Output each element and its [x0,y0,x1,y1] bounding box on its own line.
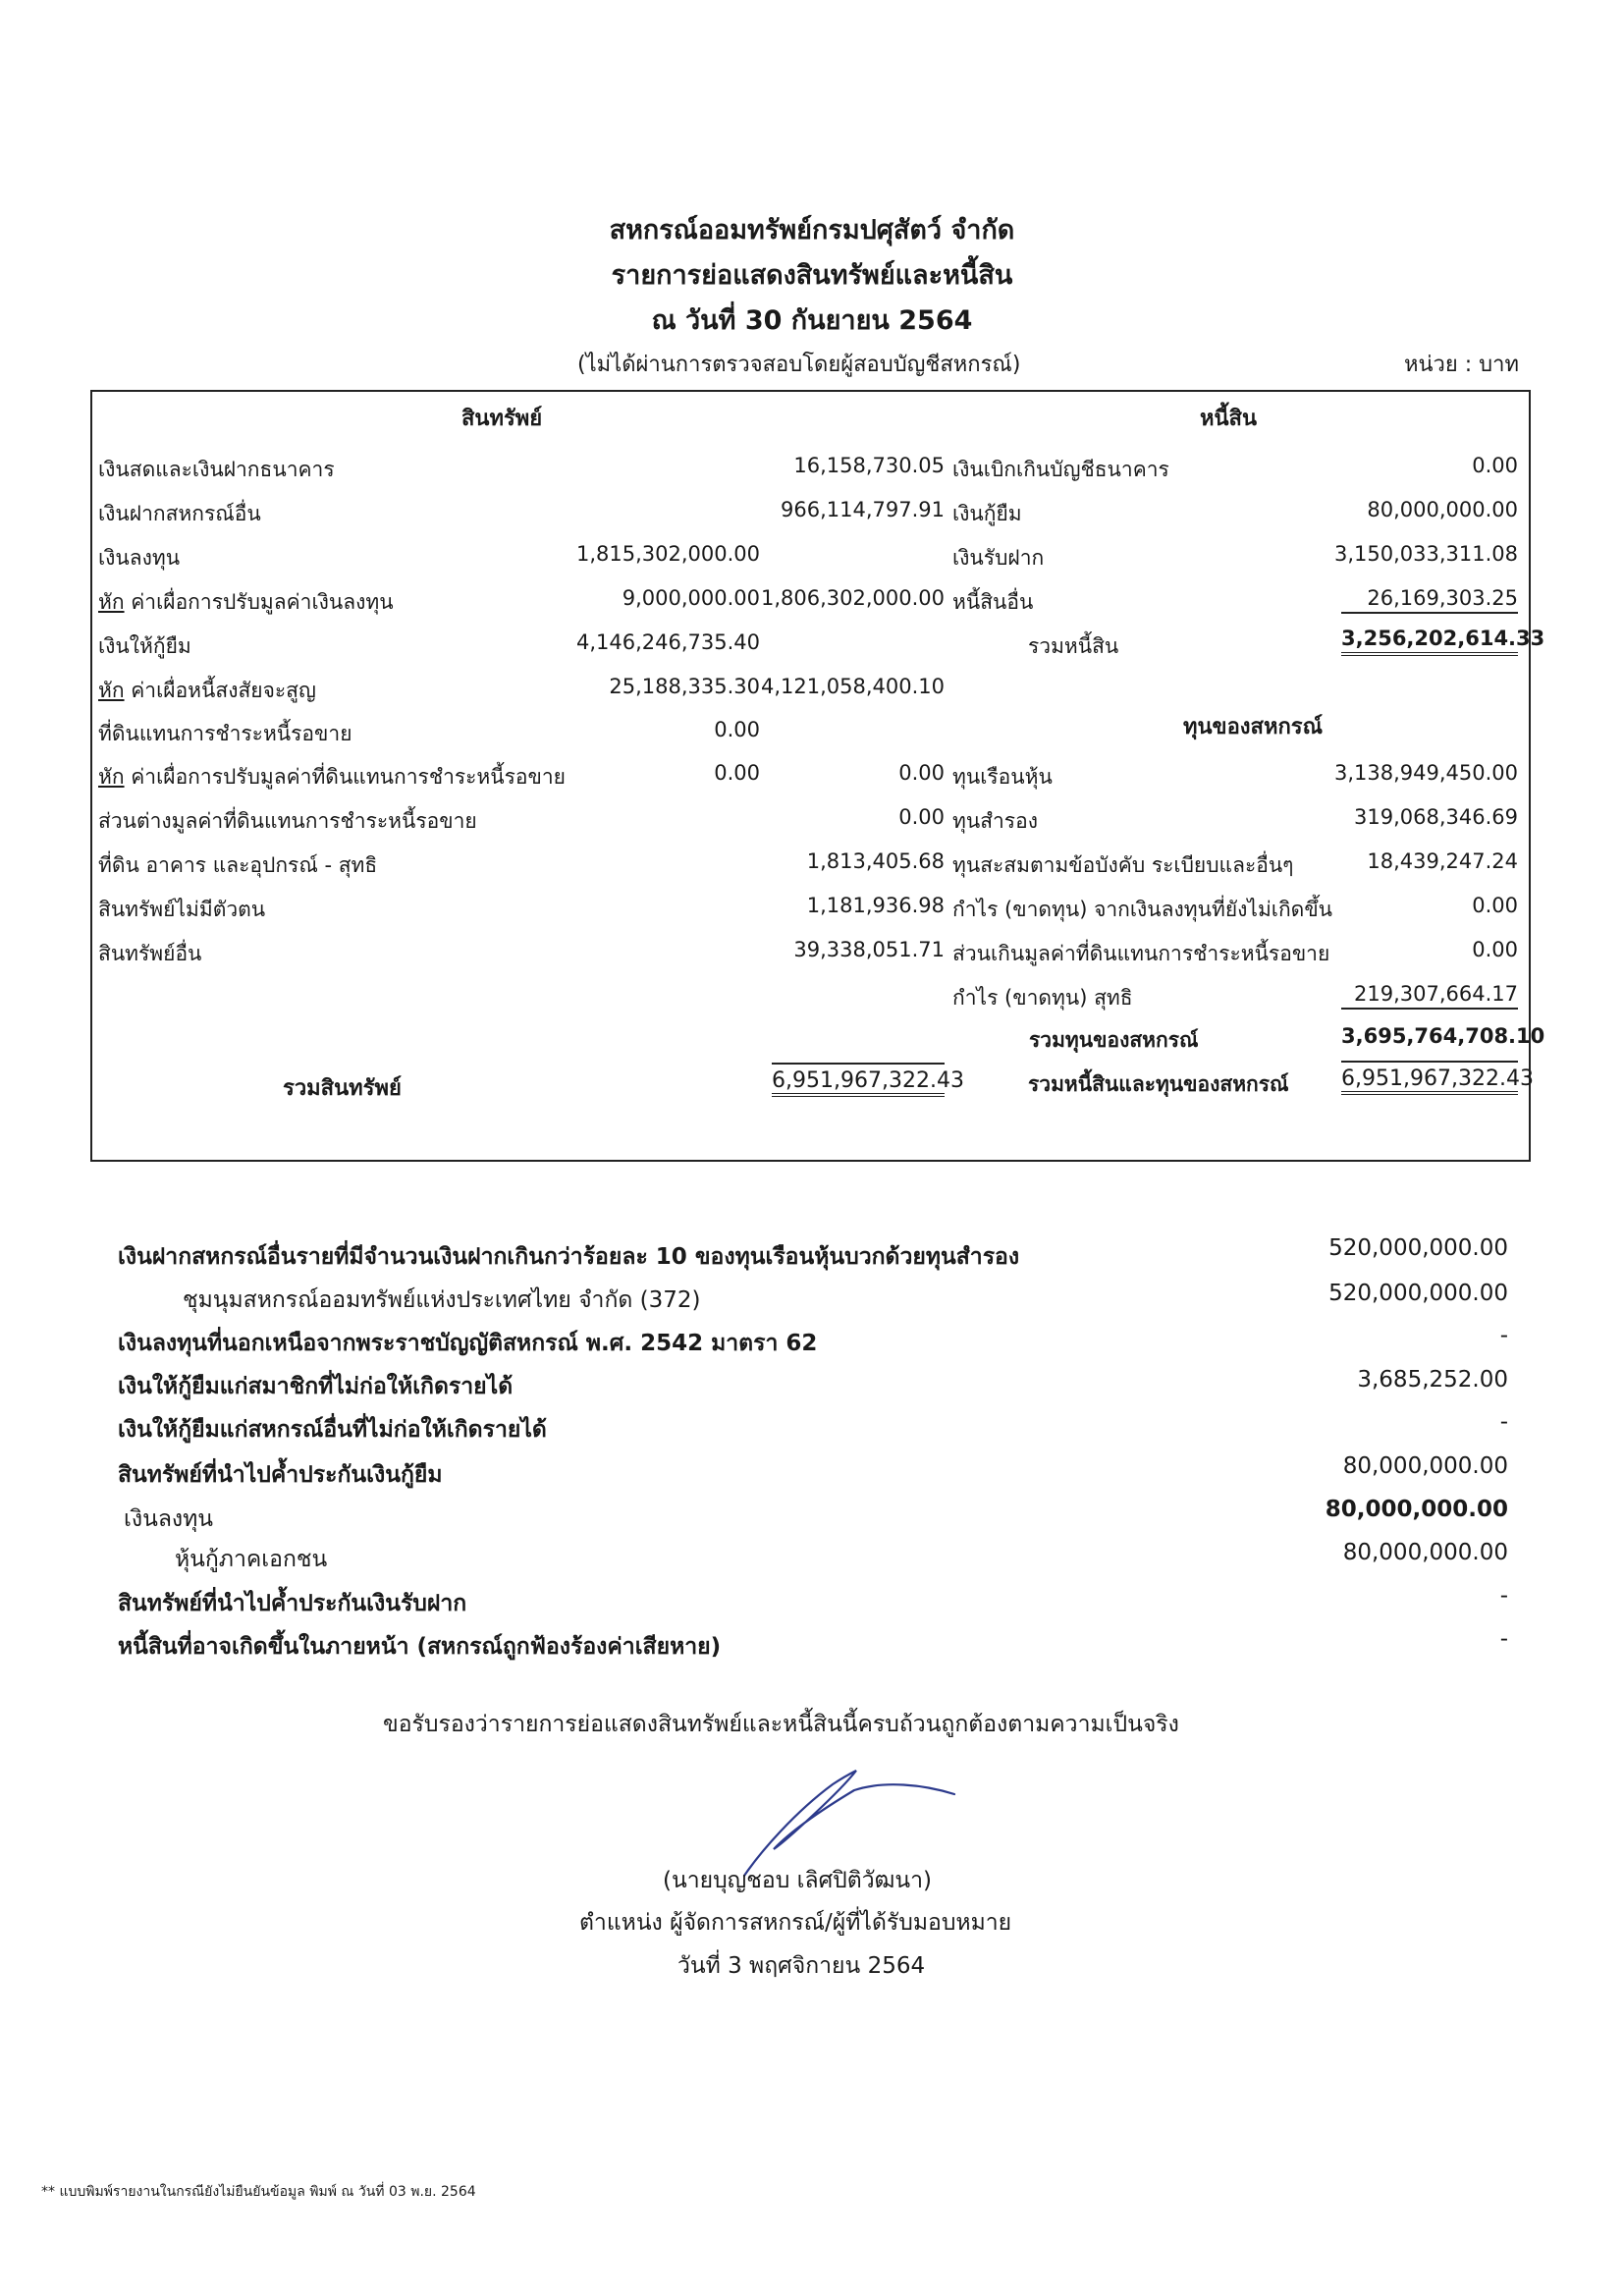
statement-date: ณ วันที่ 30 กันยายน 2564 [651,305,973,336]
loans-allowance-text: ค่าเผื่อหนี้สงสัยจะสูญ [131,679,316,702]
equity-label-total: รวมทุนของสหกรณ์ [1029,1028,1199,1052]
asset-total-intangible: 1,181,936.98 [806,894,945,917]
note-deposit-over-10pct-value: 520,000,000.00 [1328,1235,1508,1261]
asset-total-loans: 4,121,058,400.10 [760,675,945,698]
asset-label-intangible: สินทรัพย์ไม่มีตัวตน [98,898,266,921]
asset-label-other: สินทรัพย์อื่น [98,942,202,965]
note-deposit-over-10pct: เงินฝากสหกรณ์อื่นรายที่มีจำนวนเงินฝากเกินกว่าร้อยละ 10 ของทุนเรือนหุ้นบวกด้วยทุนสำรอง [118,1244,1020,1270]
equity-label-grand-total: รวมหนี้สินและทุนของสหกรณ์ [1028,1072,1289,1096]
statement-title: รายการย่อแสดงสินทรัพย์และหนี้สิน [611,260,1013,291]
note-pledged-deposits-value: - [1499,1583,1508,1609]
deduct-marker: หัก [98,590,125,614]
equity-label-funds: ทุนสะสมตามข้อบังคับ ระเบียบและอื่นๆ [952,853,1294,877]
note-npl-coops-value: - [1499,1409,1508,1435]
equity-value-land-excess: 0.00 [1472,938,1518,961]
assets-heading: สินทรัพย์ [461,407,543,431]
equity-label-unrealized: กำไร (ขาดทุน) จากเงินลงทุนที่ยังไม่เกิดขึ้น [952,898,1333,921]
equity-value-grand-total: 6,951,967,322.43 [1341,1061,1518,1095]
asset-total-cash: 16,158,730.05 [793,454,945,477]
deduct-marker: หัก [98,679,125,702]
unit-label: หน่วย : บาท [1404,353,1520,377]
asset-label-cash: เงินสดและเงินฝากธนาคาร [98,458,335,481]
note-pledged-deposits: สินทรัพย์ที่นำไปค้ำประกันเงินรับฝาก [118,1591,467,1616]
asset-total-land-diff: 0.00 [898,805,945,829]
liab-label-overdraft: เงินเบิกเกินบัญชีธนาคาร [952,458,1169,481]
liabilities-heading: หนี้สิน [1200,407,1258,431]
equity-value-shares: 3,138,949,450.00 [1333,761,1518,785]
note-corporate-bonds-value: 80,000,000.00 [1342,1540,1508,1565]
asset-label-land-allowance [98,761,566,793]
signer-position: ตำแหน่ง ผู้จัดการสหกรณ์/ผู้ที่ได้รับมอบหมาย [579,1910,1012,1936]
asset-grand-total-value: 6,951,967,322.43 [772,1063,945,1097]
org-name: สหกรณ์ออมทรัพย์กรมปศุสัตว์ จำกัด [609,215,1015,246]
note-pledged-investment: เงินลงทุน [124,1506,214,1532]
asset-label-loans: เงินให้กู้ยืม [98,634,191,658]
note-npl-coops: เงินให้กู้ยืมแก่สหกรณ์อื่นที่ไม่ก่อให้เกิดรายได้ [118,1417,547,1443]
asset-amount-loans: 4,146,246,735.40 [575,630,760,654]
liab-value-total: 3,256,202,614.33 [1341,627,1518,656]
asset-total-coop-deposit: 966,114,797.91 [781,498,945,521]
note-pledged-borrowings-value: 80,000,000.00 [1342,1453,1508,1479]
signed-date: วันที่ 3 พฤศจิกายน 2564 [677,1953,926,1979]
equity-value-funds: 18,439,247.24 [1367,849,1518,873]
equity-label-land-excess: ส่วนเกินมูลค่าที่ดินแทนการชำระหนี้รอขาย [952,942,1330,965]
note-pledged-investment-value: 80,000,000.00 [1325,1497,1508,1522]
invest-allowance-text: ค่าเผื่อการปรับมูลค่าเงินลงทุน [131,590,394,614]
asset-label-coop-deposit: เงินฝากสหกรณ์อื่น [98,502,261,525]
asset-label-loans-allowance [98,675,316,707]
print-footer: ** แบบพิมพ์รายงานในกรณียังไม่ยืนยันข้อมูล พิมพ์ ณ วันที่ 03 พ.ย. 2564 [41,2184,476,2200]
asset-total-land: 0.00 [898,761,945,785]
note-npl-members: เงินให้กู้ยืมแก่สมาชิกที่ไม่ก่อให้เกิดรายได้ [118,1374,514,1399]
note-investment-outside-act: เงินลงทุนที่นอกเหนือจากพระราชบัญญัติสหกรณ์ พ.ศ. 2542 มาตรา 62 [118,1331,818,1356]
liab-value-borrowings: 80,000,000.00 [1367,498,1518,521]
liab-label-borrowings: เงินกู้ยืม [952,502,1022,525]
note-contingent-liabilities: หนี้สินที่อาจเกิดขึ้นในภายหน้า (สหกรณ์ถูกฟ้องร้องค่าเสียหาย) [118,1634,722,1660]
note-corporate-bonds: หุ้นกู้ภาคเอกชน [175,1547,328,1572]
asset-label-invest-allowance [98,586,394,619]
asset-label-land-diff: ส่วนต่างมูลค่าที่ดินแทนการชำระหนี้รอขาย [98,809,477,833]
audit-note: (ไม่ได้ผ่านการตรวจสอบโดยผู้สอบบัญชีสหกรณ์) [577,353,1021,377]
asset-amount-invest-allowance: 9,000,000.00 [622,586,760,610]
asset-total-ppe: 1,813,405.68 [806,849,945,873]
equity-label-reserve: ทุนสำรอง [952,809,1038,833]
deduct-marker: หัก [98,765,125,789]
liab-label-deposits: เงินรับฝาก [952,546,1045,570]
note-investment-outside-act-value: - [1499,1323,1508,1348]
asset-amount-loans-allowance: 25,188,335.30 [609,675,760,698]
asset-amount-investment: 1,815,302,000.00 [575,542,760,566]
signer-name: (นายบุญชอบ เลิศปิติวัฒนา) [663,1868,933,1893]
asset-total-other: 39,338,051.71 [793,938,945,961]
liab-value-overdraft: 0.00 [1472,454,1518,477]
note-npl-members-value: 3,685,252.00 [1357,1367,1508,1393]
equity-value-total: 3,695,764,708.10 [1341,1024,1545,1048]
note-contingent-liabilities-value: - [1499,1626,1508,1652]
certification-statement: ขอรับรองว่ารายการย่อแสดงสินทรัพย์และหนี้สินนี้ครบถ้วนถูกต้องตามความเป็นจริง [383,1712,1179,1737]
asset-label-investment: เงินลงทุน [98,546,181,570]
equity-value-unrealized: 0.00 [1472,894,1518,917]
equity-label-net-profit: กำไร (ขาดทุน) สุทธิ [952,986,1133,1010]
equity-value-net-profit: 219,307,664.17 [1341,982,1518,1010]
land-allowance-text: ค่าเผื่อการปรับมูลค่าที่ดินแทนการชำระหนี้รอขาย [131,765,566,789]
equity-label-shares: ทุนเรือนหุ้น [952,765,1053,789]
equity-heading: ทุนของสหกรณ์ [1183,715,1324,739]
liab-value-other: 26,169,303.25 [1341,586,1518,614]
note-pledged-borrowings: สินทรัพย์ที่นำไปค้ำประกันเงินกู้ยืม [118,1462,443,1488]
equity-value-reserve: 319,068,346.69 [1354,805,1518,829]
liab-label-total: รวมหนี้สิน [1028,634,1119,658]
asset-amount-land-allowance: 0.00 [714,761,760,785]
asset-label-ppe: ที่ดิน อาคาร และอุปกรณ์ - สุทธิ [98,853,378,877]
liab-label-other: หนี้สินอื่น [952,590,1034,614]
asset-label-grand-total: รวมสินทรัพย์ [283,1076,402,1101]
note-ssct-value: 520,000,000.00 [1328,1281,1508,1306]
note-ssct: ชุมนุมสหกรณ์ออมทรัพย์แห่งประเทศไทย จำกัด (372) [183,1287,701,1313]
asset-total-investment: 1,806,302,000.00 [760,586,945,610]
liab-value-deposits: 3,150,033,311.08 [1333,542,1518,566]
asset-amount-land-debt: 0.00 [714,718,760,741]
asset-label-land-debt: ที่ดินแทนการชำระหนี้รอขาย [98,722,352,745]
